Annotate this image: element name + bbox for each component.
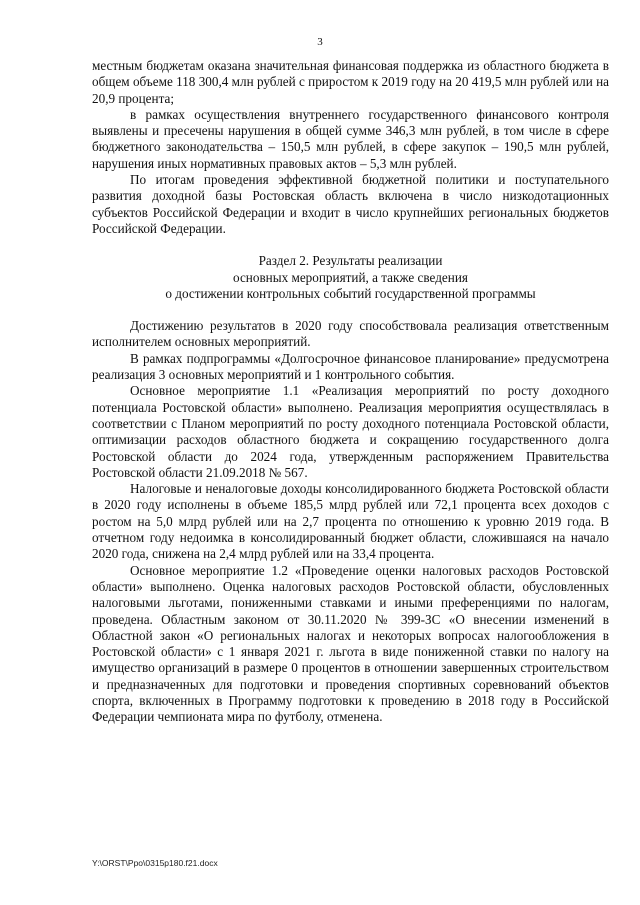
section-heading (92, 253, 609, 302)
paragraph-financial-control: в рамках осуществления внутреннего государственного финансового контроля выявлены и пресечены нарушения в общей сумме 346,3 млн рублей, в том числе в сфере бюджетного законодательства – 150,5 млн рублей, в сфере закупок – 190,5 млн рублей, нарушения иных нормативных правовых актов – 5,3 млн рублей. (92, 106, 609, 171)
document-body (92, 58, 609, 726)
section-heading-line-2: основных мероприятий, а также сведения (233, 269, 468, 285)
section-heading-line-3: о достижении контрольных событий государственной программы (165, 285, 536, 301)
footer-file-path: Y:\ORST\Ppo\0315p180.f21.docx (92, 858, 218, 868)
paragraph-revenues: Налоговые и неналоговые доходы консолидированного бюджета Ростовской области в 2020 году исполнены в объеме 185,5 млрд рублей или 72,1 процента всех доходов с ростом на 5,0 млрд рублей или на 2,7 процента по отношению к уровню 2019 года. В отчетном году недоимка в консолидированный бюджет области, сложившаяся на начало 2020 года, снижена на 2,4 млрд рублей или на 33,4 процента. (92, 481, 609, 562)
paragraph-continuation: местным бюджетам оказана значительная финансовая поддержка из областного бюджета в общем объеме 118 300,4 млн рублей с приростом к 2019 году на 20 419,5 млн рублей или на 20,9 процента; (92, 58, 609, 106)
paragraph-budget-policy: По итогам проведения эффективной бюджетной политики и поступательного развития доходной базы Ростовская область включена в число низкодотационных субъектов Российской Федерации и входит в число крупнейших региональных бюджетов Российской Федерации. (92, 172, 609, 236)
paragraph-results: Достижению результатов в 2020 году способствовала реализация ответственным исполнителем основных мероприятий. (92, 318, 609, 350)
paragraph-subprogram: В рамках подпрограммы «Долгосрочное финансовое планирование» предусмотрена реализация 3 основных мероприятий и 1 контрольного события. (92, 350, 609, 383)
paragraph-measure-1-2: Основное мероприятие 1.2 «Проведение оценки налоговых расходов Ростовской области» выполнено. Оценка налоговых расходов Ростовской области, обусловленных налоговыми льготами, пониженными ставками и иными преференциями по налогам, проведена. Областным законом от 30.11.2020 № 399-ЗС «О внесении изменений в Областной закон «О региональных налогах и некоторых вопросах налогообложения в Ростовской области» с 1 января 2021 г. льгота в виде пониженной ставки по налогу на имущество организаций в размере 0 процентов в отношении завершенных строительством и предназначенных для подготовки и проведения спортивных соревнований объектов спорта, включенных в Программу подготовки к проведению в 2018 году в Российской Федерации чемпионата мира по футболу, отменена. (92, 562, 609, 725)
paragraph-measure-1-1: Основное мероприятие 1.1 «Реализация мероприятий по росту доходного потенциала Ростовской области» выполнено. Реализация мероприятия осуществлялась в соответствии с Планом мероприятий по росту доходного потенциала Ростовской области, оптимизации расходов областного бюджета и сокращению государственного долга Ростовской области до 2024 года, утвержденным распоряжением Правительства Ростовской области 21.09.2018 № 567. (92, 383, 609, 480)
section-heading-line-1: Раздел 2. Результаты реализации (258, 253, 443, 269)
page-number: 3 (317, 36, 323, 48)
